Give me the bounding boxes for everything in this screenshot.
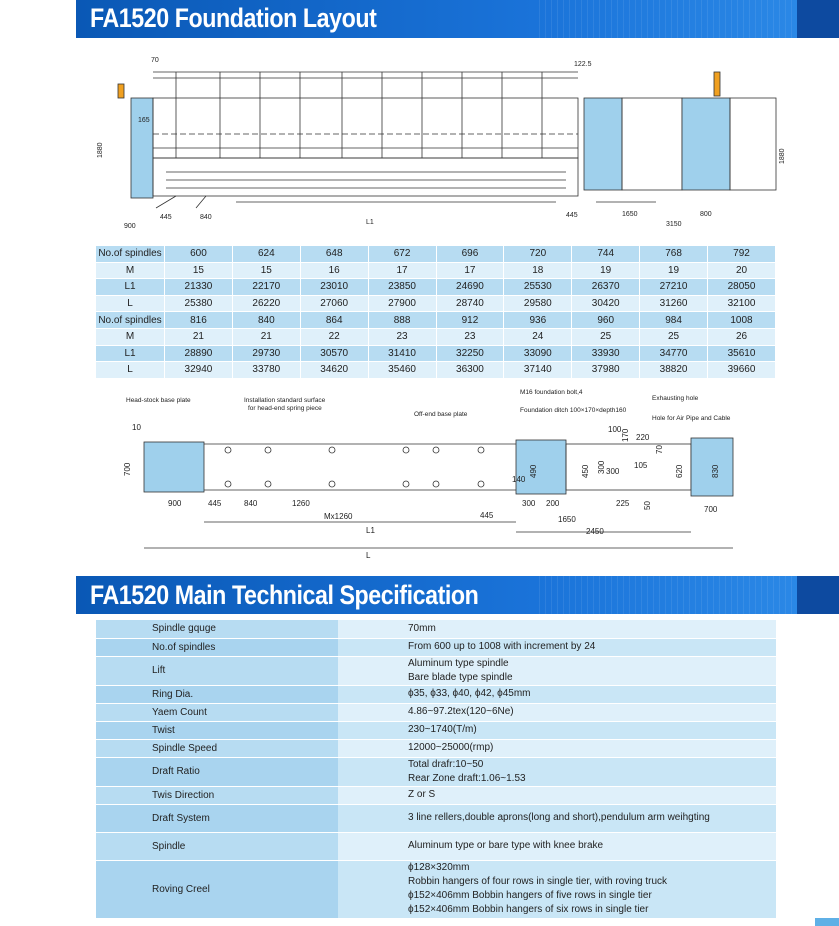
dim-50: 50: [643, 501, 652, 510]
dim-700a: 700: [123, 462, 132, 476]
spec-key: Spindle gquge: [96, 620, 338, 638]
table-cell: 32940: [165, 362, 233, 379]
dim-2450: 2450: [586, 527, 604, 536]
table-cell: 26220: [232, 295, 300, 312]
spec-value: [338, 739, 776, 757]
table-cell: 720: [504, 246, 572, 262]
row-label: L: [96, 295, 165, 312]
spec-value: [338, 860, 776, 918]
spindle-table-row: [96, 246, 776, 262]
table-cell: 16: [300, 262, 368, 279]
spec-value-line: Z or S: [408, 789, 436, 800]
table-cell: 17: [368, 262, 436, 279]
table-cell: 23: [368, 328, 436, 345]
dim-450: 450: [581, 464, 590, 478]
spindle-table-row: [96, 328, 776, 345]
spec-row: [96, 703, 776, 721]
table-cell: 18: [504, 262, 572, 279]
row-label: No.of spindles: [96, 246, 165, 262]
table-cell: 888: [368, 312, 436, 329]
dim-170: 170: [621, 428, 630, 442]
spec-value-line: Aluminum type or bare type with knee brake: [408, 840, 604, 851]
table-cell: 25380: [165, 295, 233, 312]
spec-value: [338, 620, 776, 638]
row-label: L1: [96, 345, 165, 362]
table-cell: 28050: [708, 279, 776, 296]
row-label: M: [96, 328, 165, 345]
label-bolt: M16 foundation bolt,4: [520, 389, 583, 396]
spec-value: [338, 703, 776, 721]
table-cell: 28740: [436, 295, 504, 312]
table-cell: 912: [436, 312, 504, 329]
label-install-1: Installation standard surface: [244, 397, 326, 404]
dim-300c: 300: [606, 467, 620, 476]
table-cell: 33930: [572, 345, 640, 362]
label-headstock: Head-stock base plate: [126, 397, 191, 404]
table-cell: 26370: [572, 279, 640, 296]
spec-value-line: ϕ152×406mm Bobbin hangers of six rows in single tier: [408, 904, 649, 915]
layout-title: FA1520 Foundation Layout: [90, 3, 377, 33]
row-label: No.of spindles: [96, 312, 165, 329]
table-cell: 19: [572, 262, 640, 279]
table-cell: 15: [165, 262, 233, 279]
table-cell: 27900: [368, 295, 436, 312]
spec-value-line: Robbin hangers of four rows in single tier, with roving truck: [408, 876, 668, 887]
table-cell: 936: [504, 312, 572, 329]
table-cell: 22170: [232, 279, 300, 296]
base-plate-drawing: [96, 382, 796, 572]
table-cell: 32100: [708, 295, 776, 312]
spec-banner: [76, 576, 839, 614]
dim-70: 70: [151, 57, 159, 64]
dim-300b: 300: [597, 460, 606, 474]
dim-3150: 3150: [666, 221, 682, 228]
table-cell: 840: [232, 312, 300, 329]
table-cell: 768: [640, 246, 708, 262]
table-cell: 30570: [300, 345, 368, 362]
foundation-layout-drawing: [96, 52, 796, 232]
spec-value-line: Bare blade type spindle: [408, 671, 513, 683]
banner-pattern-2: [539, 576, 839, 614]
spec-key: Draft Ratio: [96, 757, 338, 786]
label-offend: Off-end base plate: [414, 411, 468, 418]
table-cell: 38820: [640, 362, 708, 379]
spec-row: [96, 860, 776, 918]
dim-165: 165: [138, 117, 150, 124]
spec-value: [338, 786, 776, 804]
dim-L1: L1: [366, 219, 374, 226]
dim-1650-b: 1650: [558, 515, 576, 524]
dim-140: 140: [512, 475, 526, 484]
dim-70-b: 70: [655, 445, 664, 454]
table-cell: 33780: [232, 362, 300, 379]
spec-value-line: 3 line rellers,double aprons(long and short),pendulum arm weihgting: [408, 812, 710, 823]
table-cell: 37980: [572, 362, 640, 379]
banner-accent: [797, 0, 839, 38]
row-label: L1: [96, 279, 165, 296]
table-cell: 22: [300, 328, 368, 345]
dim-830: 830: [711, 464, 720, 478]
layout-banner: [76, 0, 839, 38]
table-cell: 816: [165, 312, 233, 329]
table-cell: 24: [504, 328, 572, 345]
left-cabinet: [131, 98, 153, 198]
table-cell: 23850: [368, 279, 436, 296]
table-cell: 25: [640, 328, 708, 345]
table-cell: 29580: [504, 295, 572, 312]
spec-value-line: ϕ35, ϕ33, ϕ40, ϕ42, ϕ45mm: [408, 688, 531, 699]
dim-L1-b: L1: [366, 526, 375, 535]
table-cell: 21330: [165, 279, 233, 296]
spec-key: Spindle: [96, 832, 338, 860]
label-airpipe: Hole for Air Pipe and Cable: [652, 415, 731, 422]
dim-1880-right: 1880: [779, 148, 786, 164]
corner-accent: [815, 918, 839, 926]
spindle-table-row: [96, 295, 776, 312]
table-cell: 35460: [368, 362, 436, 379]
table-cell: 36300: [436, 362, 504, 379]
spec-row: [96, 620, 776, 638]
spec-value-line: ϕ128×320mm: [408, 862, 470, 873]
spec-row: [96, 638, 776, 656]
spec-key: Twist: [96, 721, 338, 739]
spindle-table-row: [96, 279, 776, 296]
table-cell: 29730: [232, 345, 300, 362]
spec-key: Spindle Speed: [96, 739, 338, 757]
spec-value: [338, 757, 776, 786]
table-cell: 27060: [300, 295, 368, 312]
spec-key: Roving Creel: [96, 860, 338, 918]
spec-title: FA1520 Main Technical Specification: [90, 580, 479, 610]
spec-value-line: Aluminum type spindle: [408, 657, 509, 669]
table-cell: 35610: [708, 345, 776, 362]
table-cell: 744: [572, 246, 640, 262]
spec-table: [96, 620, 776, 919]
table-cell: 984: [640, 312, 708, 329]
spec-value: [338, 656, 776, 685]
dim-L: L: [366, 551, 371, 560]
banner-pattern: [539, 0, 839, 38]
dim-1650: 1650: [622, 211, 638, 218]
banner-accent-2: [797, 576, 839, 614]
label-ditch: Foundation ditch 100×170×depth160: [520, 407, 627, 414]
dim-840-b: 840: [244, 499, 258, 508]
table-cell: 34770: [640, 345, 708, 362]
table-cell: 792: [708, 246, 776, 262]
table-cell: 1008: [708, 312, 776, 329]
dim-900-b: 900: [168, 499, 182, 508]
spec-key: No.of spindles: [96, 638, 338, 656]
table-cell: 15: [232, 262, 300, 279]
dim-122-5: 122.5: [574, 61, 592, 68]
spec-row: [96, 685, 776, 703]
label-exhaust: Exhausting hole: [652, 395, 699, 402]
dim-840: 840: [200, 214, 212, 221]
table-cell: 21: [165, 328, 233, 345]
dim-445b: 445: [566, 212, 578, 219]
dim-1260: 1260: [292, 499, 310, 508]
spec-value-line: Total drafr:10~50: [408, 758, 484, 770]
spec-row: [96, 656, 776, 685]
dim-800: 800: [700, 211, 712, 218]
spindle-table-row: [96, 312, 776, 329]
spec-key: Ring Dia.: [96, 685, 338, 703]
table-cell: 27210: [640, 279, 708, 296]
dim-700b: 700: [704, 505, 718, 514]
table-cell: 31260: [640, 295, 708, 312]
dim-mx1260: Mx1260: [324, 512, 353, 521]
dim-100: 100: [608, 425, 622, 434]
spindle-table-row: [96, 362, 776, 379]
spec-value-line: Rear Zone draft:1.06~1.53: [408, 772, 526, 784]
table-cell: 23: [436, 328, 504, 345]
table-cell: 960: [572, 312, 640, 329]
table-cell: 19: [640, 262, 708, 279]
table-cell: 26: [708, 328, 776, 345]
table-cell: 696: [436, 246, 504, 262]
spec-value-line: 230~1740(T/m): [408, 724, 477, 735]
spec-row: [96, 739, 776, 757]
table-cell: 624: [232, 246, 300, 262]
dim-10: 10: [132, 423, 141, 432]
dim-1880-left: 1880: [97, 142, 104, 158]
dim-900: 900: [124, 223, 136, 230]
spindle-table-row: [96, 345, 776, 362]
spec-key: Lift: [96, 656, 338, 685]
table-cell: 17: [436, 262, 504, 279]
spec-row: [96, 786, 776, 804]
dim-200: 200: [546, 499, 560, 508]
table-cell: 39660: [708, 362, 776, 379]
row-label: M: [96, 262, 165, 279]
spec-key: Draft System: [96, 804, 338, 832]
spec-value-line: ϕ152×406mm Bobbin hangers of five rows in single tier: [408, 890, 652, 901]
table-cell: 21: [232, 328, 300, 345]
dim-445a-b: 445: [208, 499, 222, 508]
table-cell: 864: [300, 312, 368, 329]
spec-value-line: 4.86~97.2tex(120~6Ne): [408, 706, 514, 717]
dim-490: 490: [529, 464, 538, 478]
table-cell: 37140: [504, 362, 572, 379]
spindle-table: [96, 246, 776, 379]
table-cell: 25: [572, 328, 640, 345]
spec-value-line: 70mm: [408, 622, 436, 634]
table-cell: 600: [165, 246, 233, 262]
spec-key: Twis Direction: [96, 786, 338, 804]
spec-value: [338, 685, 776, 703]
dim-300a: 300: [522, 499, 536, 508]
spec-row: [96, 757, 776, 786]
spec-row: [96, 721, 776, 739]
table-cell: 24690: [436, 279, 504, 296]
spec-row: [96, 832, 776, 860]
table-cell: 30420: [572, 295, 640, 312]
dim-105: 105: [634, 461, 648, 470]
table-cell: 28890: [165, 345, 233, 362]
table-cell: 25530: [504, 279, 572, 296]
table-cell: 672: [368, 246, 436, 262]
table-cell: 20: [708, 262, 776, 279]
dim-445a: 445: [160, 214, 172, 221]
table-cell: 34620: [300, 362, 368, 379]
spec-value: [338, 721, 776, 739]
table-cell: 23010: [300, 279, 368, 296]
spec-value: [338, 832, 776, 860]
spec-value: [338, 638, 776, 656]
table-cell: 648: [300, 246, 368, 262]
spec-key: Yaem Count: [96, 703, 338, 721]
dim-620: 620: [675, 464, 684, 478]
row-label: L: [96, 362, 165, 379]
spec-value-line: 12000~25000(rmp): [408, 742, 494, 753]
dim-220: 220: [636, 433, 650, 442]
table-cell: 32250: [436, 345, 504, 362]
label-install-2: for head-end spring piece: [248, 405, 322, 412]
dim-225: 225: [616, 499, 630, 508]
table-cell: 31410: [368, 345, 436, 362]
table-cell: 33090: [504, 345, 572, 362]
spindle-table-row: [96, 262, 776, 279]
spec-row: [96, 804, 776, 832]
dim-445b-b: 445: [480, 511, 494, 520]
spec-value: [338, 804, 776, 832]
spec-value-line: From 600 up to 1008 with increment by 24: [408, 641, 596, 652]
